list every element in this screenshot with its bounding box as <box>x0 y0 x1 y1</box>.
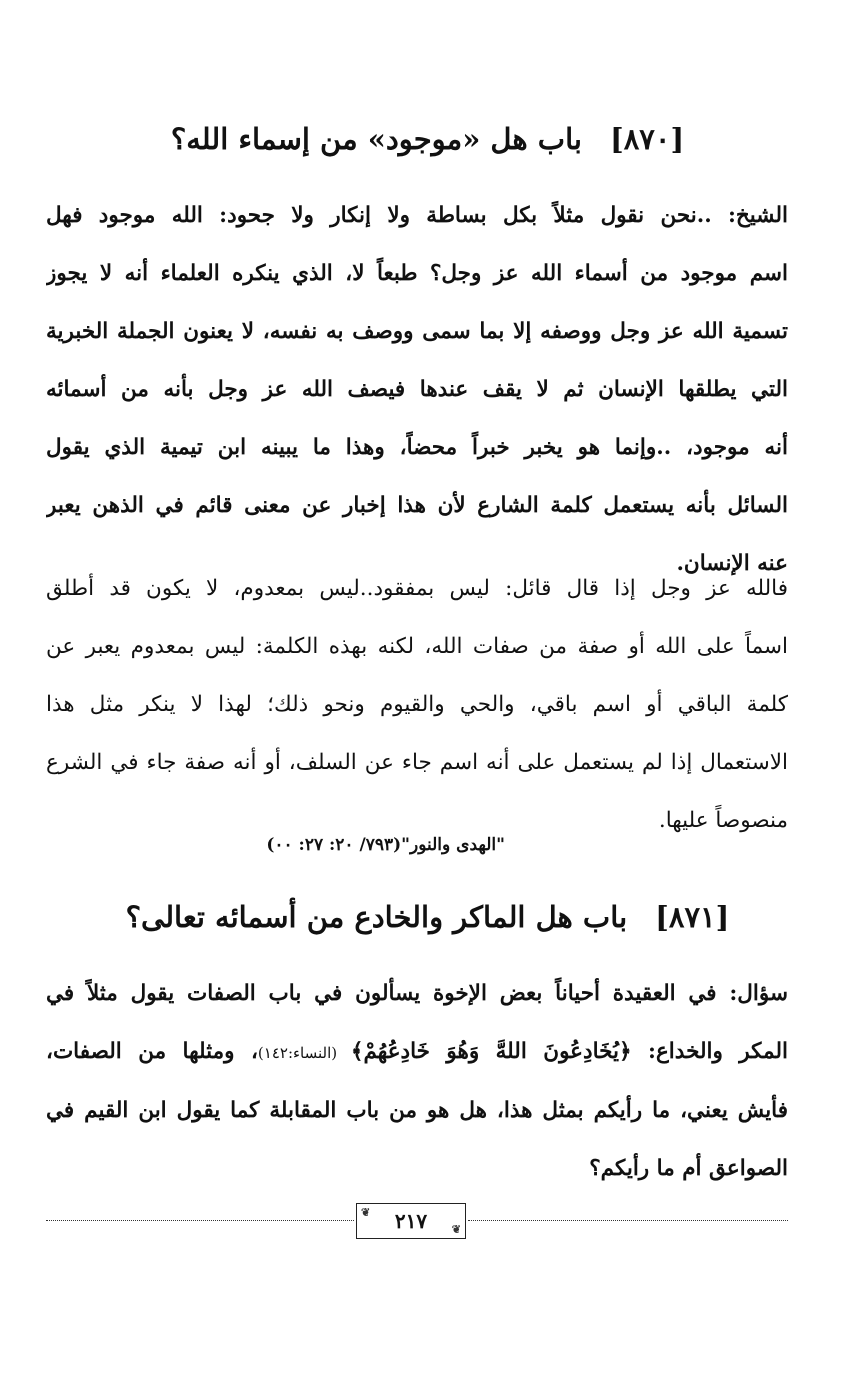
page-number: ٢١٧ <box>394 1209 428 1233</box>
paragraph-1-line: عنه الإنسان. <box>676 551 788 576</box>
paragraph-2-line: فالله عز وجل إذا قال قائل: ليس بمفقود..ليس بمعدوم، لا يكون قد أطلق <box>46 576 788 601</box>
section-870-heading <box>0 122 855 156</box>
section-871-title: باب هل الماكر والخادع من أسمائه تعالى؟ <box>125 900 628 934</box>
paragraph-1-line: تسمية الله عز وجل ووصفه إلا بما سمى ووصف به نفسه، لا يعنون الجملة الخبرية <box>46 319 788 344</box>
quran-verse: ﴿يُخَادِعُونَ اللهَّ وَهُوَ خَادِعُهُمْ﴾ <box>350 1039 632 1064</box>
paragraph-1-line: السائل بأنه يستعمل كلمة الشارع لأن هذا إخبار عن معنى قائم في الذهن يعبر <box>46 493 788 518</box>
question-text: ، ومثلها من الصفات، <box>46 1039 258 1064</box>
verse-reference: (النساء:١٤٢) <box>257 1044 351 1062</box>
paragraph-3-line: فأيش يعني، ما رأيكم بمثل هذا، هل هو من باب المقابلة كما يقول ابن القيم في <box>46 1098 788 1123</box>
ornament-icon: ❦ <box>451 1223 461 1236</box>
paragraph-3-line: الصواعق أم ما رأيكم؟ <box>589 1156 788 1181</box>
paragraph-1-line: اسم موجود من أسماء الله عز وجل؟ طبعاً لا، الذي ينكره العلماء أنه لا يجوز <box>46 261 788 286</box>
footer-divider <box>46 1220 354 1221</box>
paragraph-1-line: التي يطلقها الإنسان ثم لا يقف عندها فيصف الله عز وجل بأنه من أسمائه <box>46 377 788 402</box>
paragraph-2-line: منصوصاً عليها. <box>658 808 788 833</box>
paragraph-3-line <box>46 1023 788 1082</box>
paragraph-1-line: أنه موجود، ..وإنما هو يخبر خبراً محضاً، وهذا ما يبينه ابن تيمية الذي يقول <box>46 435 788 460</box>
paragraph-2 <box>46 560 788 850</box>
source-citation: "الهدى والنور"(٧٩٣/ ٢٠: ٢٧: ٠٠) <box>266 835 505 855</box>
paragraph-3 <box>46 965 788 1198</box>
paragraph-1-line: الشيخ: ..نحن نقول مثلاً بكل بساطة ولا إنكار ولا جحود: الله موجود فهل <box>46 203 788 228</box>
page-number-box <box>356 1203 466 1239</box>
ornament-icon: ❦ <box>361 1206 371 1219</box>
section-871-number: [٨٧١] <box>655 900 730 934</box>
paragraph-2-line: الاستعمال إذا لم يستعمل على أنه اسم جاء عن السلف، أو أنه صفة جاء في الشرع <box>46 750 788 775</box>
paragraph-2-line: اسماً على الله أو صفة من صفات الله، لكنه بهذه الكلمة: ليس بمعدوم يعبر عن <box>46 634 788 659</box>
section-870-title: باب هل «موجود» من إسماء الله؟ <box>170 122 582 156</box>
paragraph-3-line: سؤال: في العقيدة أحياناً بعض الإخوة يسألون في باب الصفات يقول مثلاً في <box>46 981 788 1006</box>
question-text: المكر والخداع: <box>631 1039 788 1064</box>
section-870-number: [٨٧٠] <box>609 122 685 156</box>
paragraph-1 <box>46 187 788 593</box>
page-footer <box>46 1203 788 1243</box>
footer-divider <box>468 1220 788 1221</box>
paragraph-2-line: كلمة الباقي أو اسم باقي، والحي والقيوم ونحو ذلك؛ لهذا لا ينكر مثل هذا <box>46 692 788 717</box>
section-871-heading <box>0 900 855 934</box>
